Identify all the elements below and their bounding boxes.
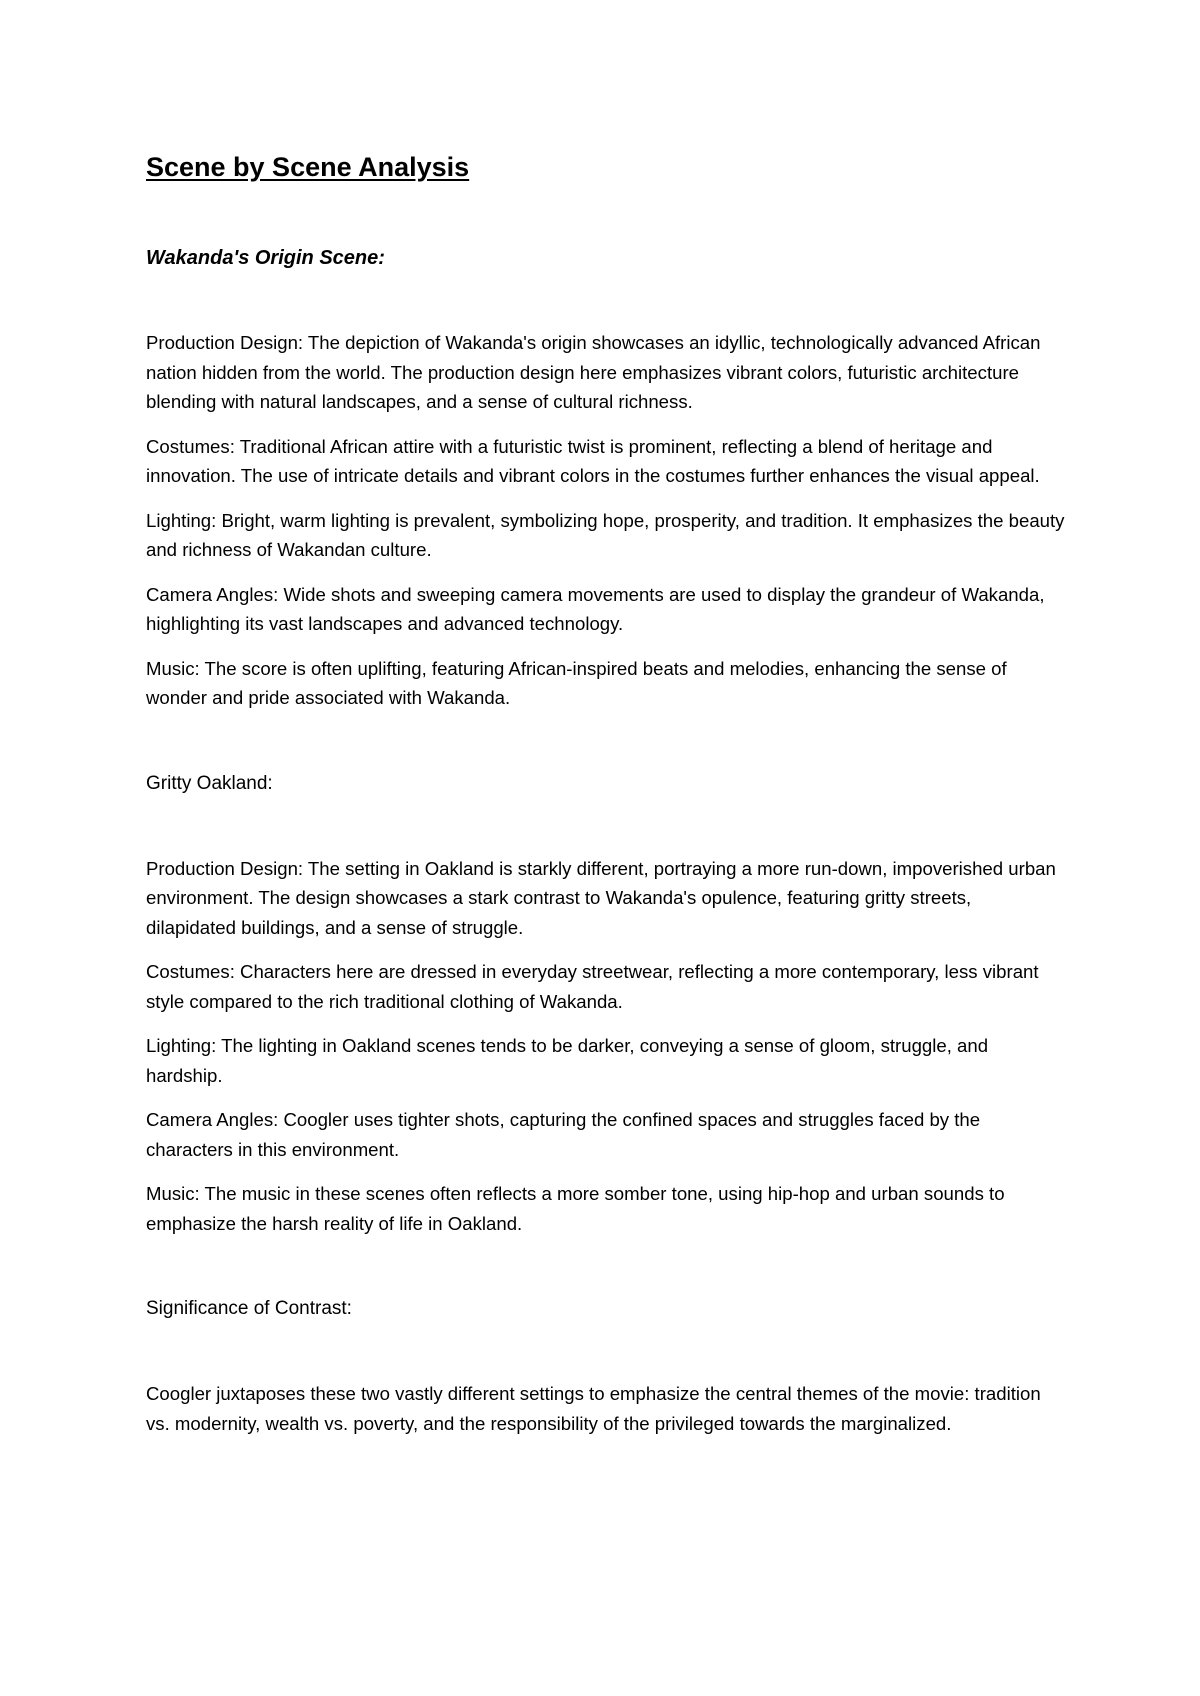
paragraph-oakland-camera-angles: Camera Angles: Coogler uses tighter shots, capturing the confined spaces and struggles faced by the characters in this environment. xyxy=(146,1109,981,1160)
section-heading-significance-of-contrast: Significance of Contrast: xyxy=(146,1298,352,1319)
document-title: Scene by Scene Analysis xyxy=(146,152,470,182)
section-heading-gritty-oakland: Gritty Oakland: xyxy=(146,772,273,794)
section-heading-wakanda-origin: Wakanda's Origin Scene: xyxy=(146,247,385,269)
document-body xyxy=(146,148,1066,1438)
paragraph-wakanda-production-design: Production Design: The depiction of Wakanda's origin showcases an idyllic, technologically advanced African nation hidden from the world. The production design here emphasizes vibrant colors, futuristic architecture blending with natural landscapes, and a sense of cultural richness. xyxy=(146,332,1041,412)
paragraph-contrast-summary: Coogler juxtaposes these two vastly different settings to emphasize the central themes of the movie: tradition vs. modernity, wealth vs. poverty, and the responsibility of the privileged towards the marginalized. xyxy=(146,1383,1041,1434)
paragraph-oakland-costumes: Costumes: Characters here are dressed in everyday streetwear, reflecting a more contemporary, less vibrant style compared to the rich traditional clothing of Wakanda. xyxy=(146,961,1039,1012)
paragraph-wakanda-music: Music: The score is often uplifting, featuring African-inspired beats and melodies, enhancing the sense of wonder and pride associated with Wakanda. xyxy=(146,657,1007,708)
paragraph-oakland-music: Music: The music in these scenes often reflects a more somber tone, using hip-hop and urban sounds to emphasize the harsh reality of life in Oakland. xyxy=(146,1183,1005,1234)
paragraph-oakland-lighting: Lighting: The lighting in Oakland scenes tends to be darker, conveying a sense of gloom, struggle, and hardship. xyxy=(146,1035,989,1086)
paragraph-wakanda-lighting: Lighting: Bright, warm lighting is prevalent, symbolizing hope, prosperity, and tradition. It emphasizes the beauty and richness of Wakandan culture. xyxy=(146,509,1065,560)
paragraph-wakanda-camera-angles: Camera Angles: Wide shots and sweeping camera movements are used to display the grandeur of Wakanda, highlighting its vast landscapes and advanced technology. xyxy=(146,583,1045,634)
paragraph-wakanda-costumes: Costumes: Traditional African attire with a futuristic twist is prominent, reflecting a blend of heritage and innovation. The use of intricate details and vibrant colors in the costumes further enhances the visual appeal. xyxy=(146,435,1040,486)
paragraph-oakland-production-design: Production Design: The setting in Oakland is starkly different, portraying a more run-down, impoverished urban environment. The design showcases a stark contrast to Wakanda's opulence, featuring gritty streets, dilapidated buildings, and a sense of struggle. xyxy=(146,857,1056,938)
